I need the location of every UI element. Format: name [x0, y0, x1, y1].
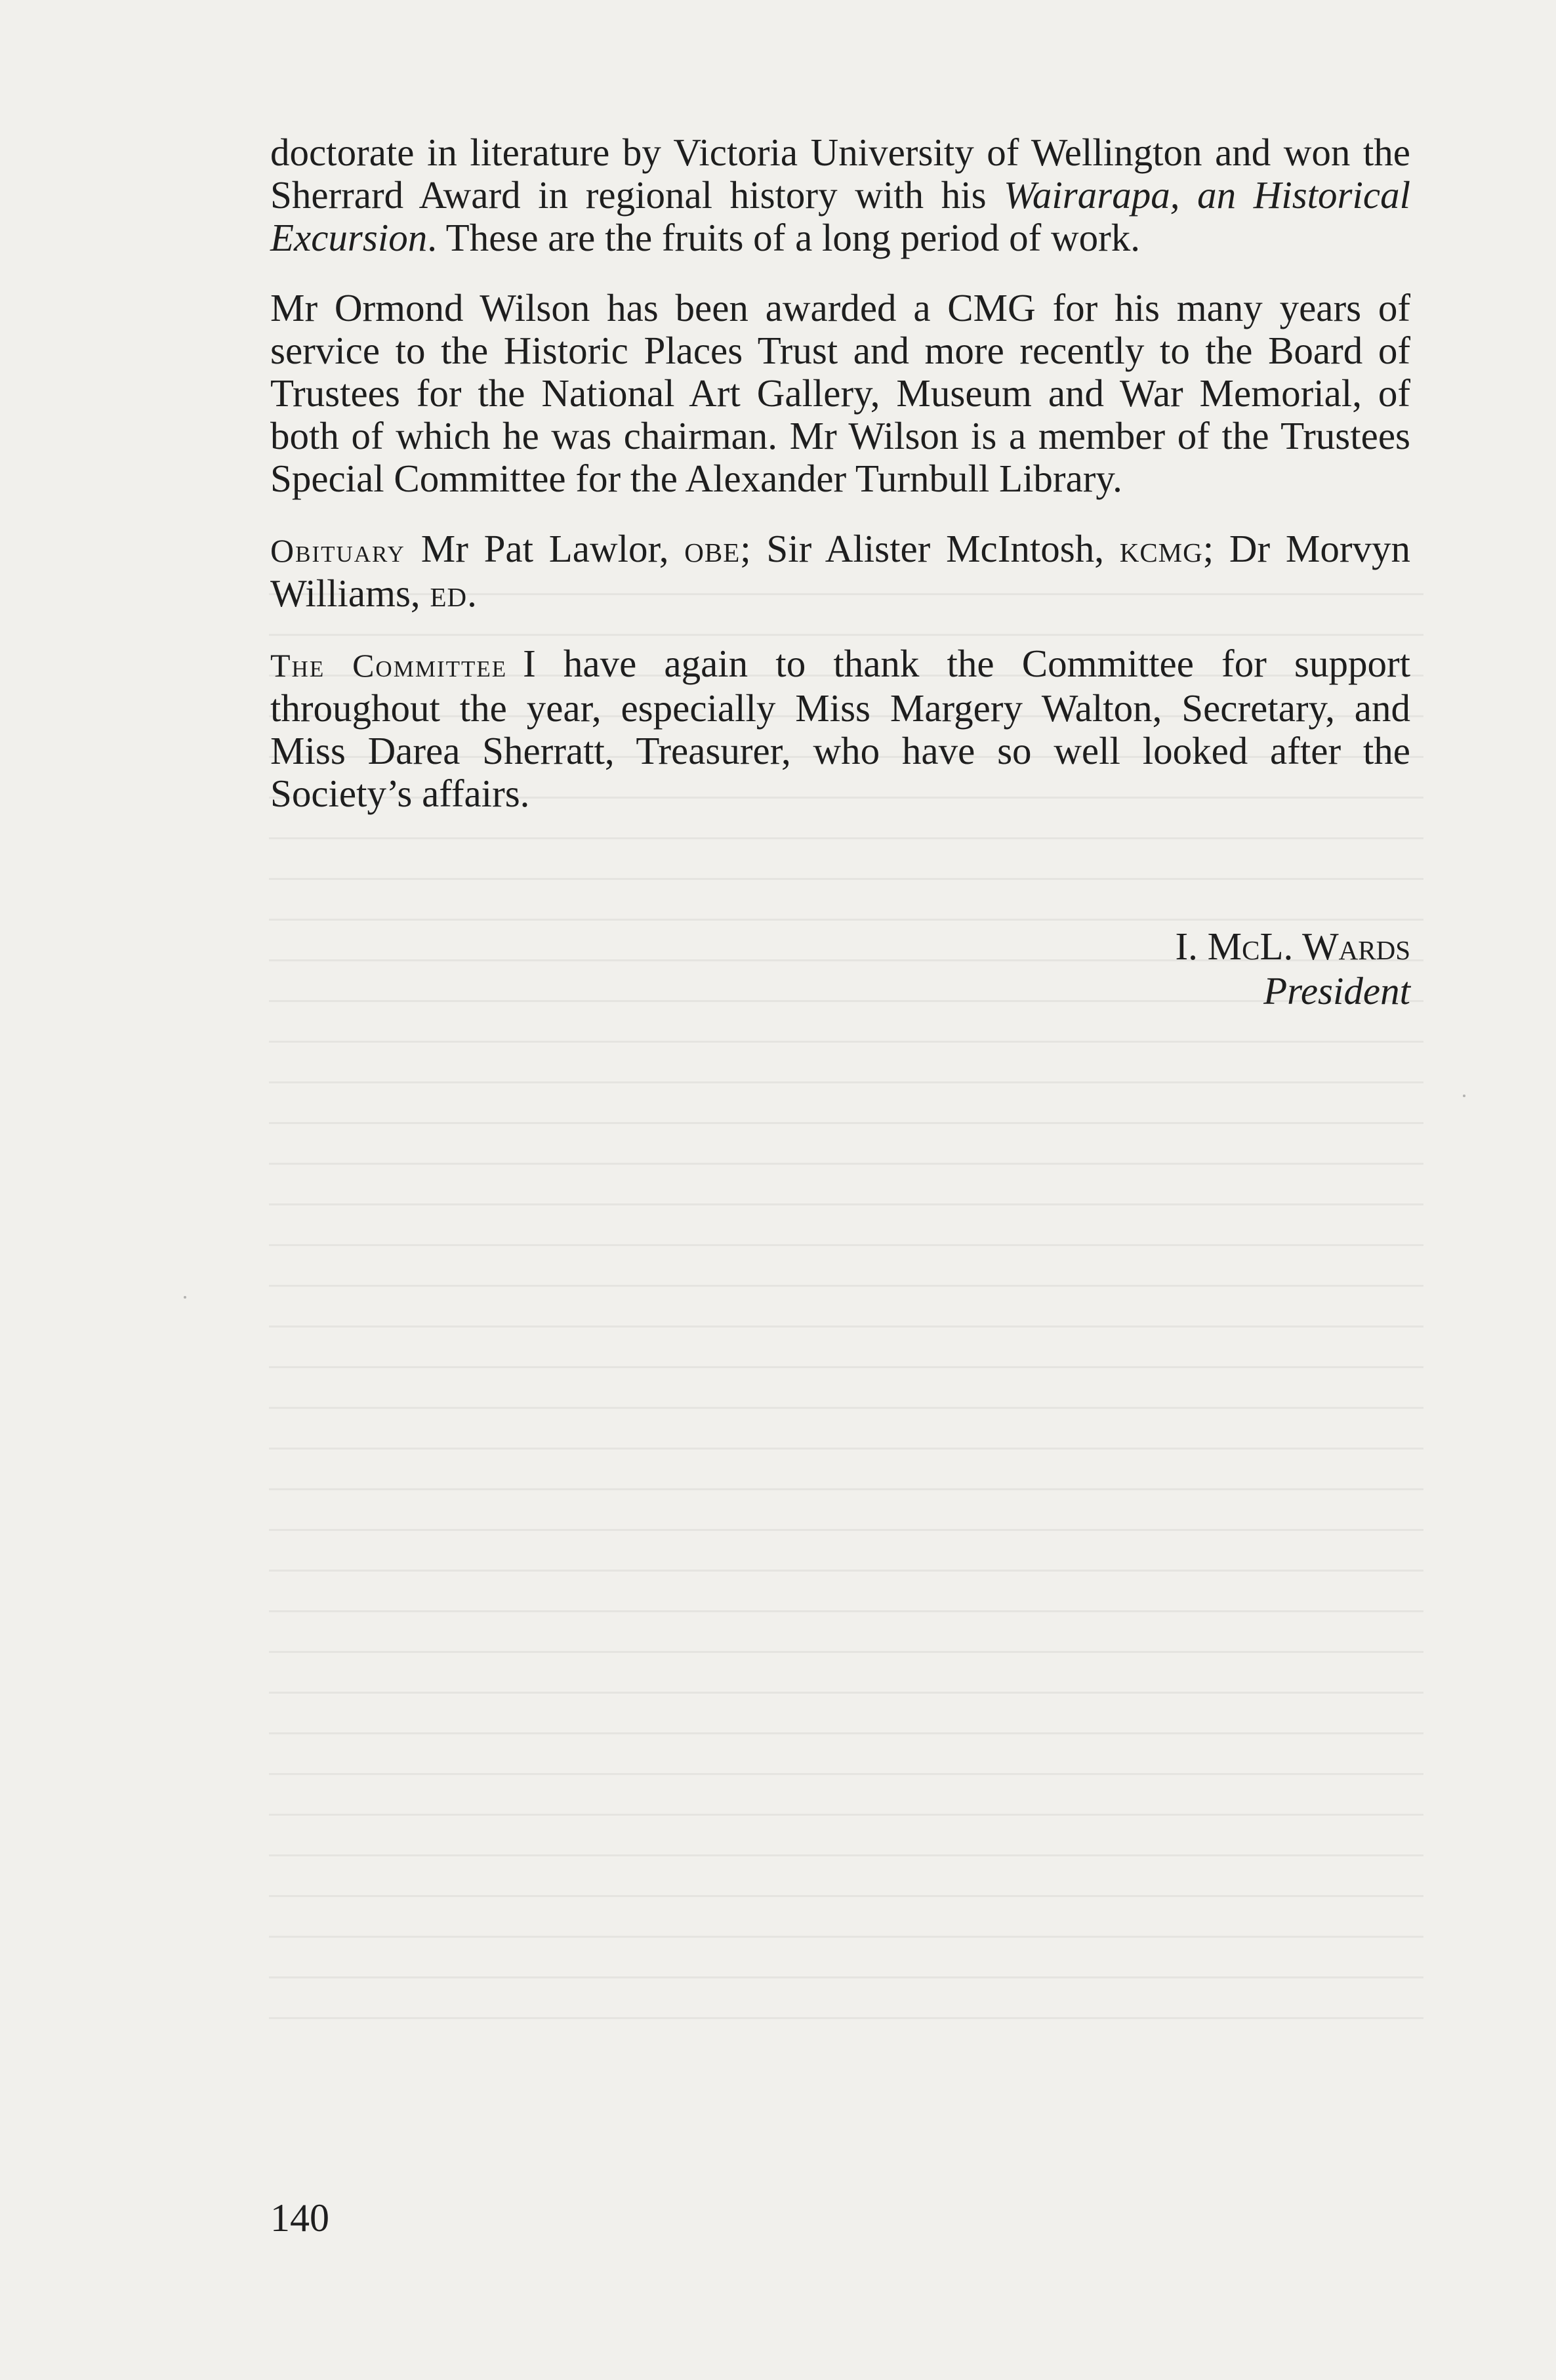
honour-abbrev: kcmg	[1119, 527, 1203, 570]
paragraph-text: doctorate in literature by Victoria University of Wellington and won the Sherrard Award in regional history with his	[270, 131, 1410, 217]
paragraph-text: Mr Ormond Wilson has been awarded a CMG for his many years of service to the Historic Places Trust and more recently to the Board of Trustees for the National Art Gallery, Museum and War Memorial, of both of which he was chairman. Mr Wilson is a member of the Trustees Special Committee for the Alexander Turnbull Library.	[270, 286, 1410, 500]
section-lead-obituary: Obituary	[270, 532, 405, 569]
paragraph-text: ; Sir Alister McIntosh,	[740, 527, 1120, 570]
paragraph-text: Mr Pat Lawlor,	[420, 527, 685, 570]
paragraph-ormond-wilson	[270, 287, 1410, 500]
paragraph-committee	[270, 642, 1410, 815]
paragraph-text: ; Dr Morvyn Williams,	[270, 527, 1411, 615]
paper-speck	[184, 1296, 186, 1299]
signatory-name: I. McL. Wards	[1175, 925, 1410, 968]
honour-abbrev: obe	[684, 527, 741, 570]
body-text	[270, 131, 1410, 849]
signatory-title: President	[1263, 969, 1410, 1013]
section-lead-committee: The Committee	[270, 647, 508, 684]
paragraph-doctorate	[270, 131, 1410, 259]
signature-block	[1176, 924, 1410, 1013]
paragraph-text: I have again to thank the Committee for support throughout the year, especially Miss Margery Walton, Secretary, and Miss Darea Sherratt, Treasurer, who have so well looked after the Society’s affairs.	[270, 642, 1410, 815]
book-title: Wairarapa, an Historical Excursion	[270, 173, 1410, 259]
paragraph-text: . These are the fruits of a long period of work.	[427, 216, 1141, 259]
paragraph-text: .	[467, 572, 477, 615]
paper-speck	[1463, 1095, 1465, 1097]
paragraph-obituary	[270, 528, 1410, 615]
page-number: 140	[270, 2196, 329, 2240]
honour-abbrev: ed	[430, 572, 468, 615]
